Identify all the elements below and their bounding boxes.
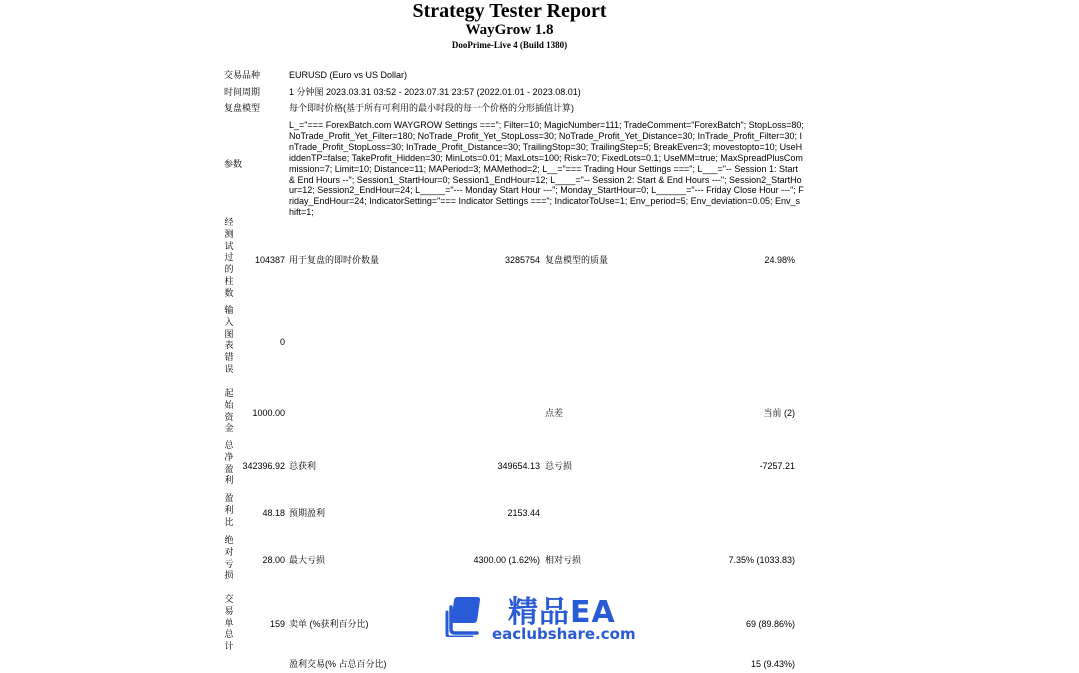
gross-profit-value: 349654.13 [497, 461, 540, 471]
ticks-value: 3285754 [504, 255, 540, 265]
watermark-brand: 精品EA [508, 595, 616, 630]
ticks-label: 用于复盘的即时价数量 [289, 255, 380, 265]
period-label: 时间周期 [224, 87, 261, 97]
watermark [440, 585, 640, 645]
symbol-label: 交易品种 [224, 70, 261, 80]
model-value: 每个即时价格(基于所有可利用的最小时段的每一个价格的分形插值计算) [289, 103, 574, 113]
pf-label: 盈利比 [224, 493, 234, 527]
quality-label: 复盘模型的质量 [545, 255, 609, 265]
watermark-url: eaclubshare.com [492, 625, 636, 643]
expected-label: 预期盈利 [289, 508, 326, 518]
max-dd-label: 最大亏损 [289, 555, 326, 565]
deposit-label: 起始资金 [224, 388, 234, 434]
errors-label: 输入图表错误 [224, 305, 234, 374]
report-title: Strategy Tester Report [412, 0, 607, 22]
short-value: 69 (89.86%) [745, 619, 795, 629]
deposit-value: 1000.00 [252, 408, 285, 418]
params-label: 参数 [224, 159, 243, 169]
gross-loss-label: 总亏损 [545, 461, 573, 471]
net-value: 342396.92 [242, 461, 285, 471]
spread-value: 当前 (2) [763, 408, 795, 418]
rel-dd-label: 相对亏损 [545, 555, 582, 565]
pf-value: 48.18 [262, 508, 285, 518]
params-value: L_="=== ForexBatch.com WAYGROW Settings ==="; Filter=10; MagicNumber=111; TradeComment="ForexBatch"; StopLoss=80; NoTrade_Profit_Yet_Filter=180; NoTrade_Profit_Yet_StopLoss=30; NoTrade_Profit_Yet_Distance=30; InTrade_Profit_Filter=30; InTrade_Profit_StopLoss=30; InTrade_Profit_Distance=30; TrailingStop=30; TrailingStep=5; BreakEven=3; movestopto=10; UseHiddenTP=false; TakeProfit_Hidden=30; MinLots=0.01; MaxLots=100; Risk=70; FixedLots=0.1; UseMM=true; MaxSpreadPlusCommission=7; Limit=10; Distance=11; MAPeriod=3; MAMethod=2; L__="=== Trading Hour Settings ==="; L___="-- Session 1: Start & End Hours --"; Session1_StartHour=0; Session1_EndHour=12; L____="-- Session 2: Start & End Hours ---"; Session2_StartHour=12; Session2_EndHour=24; L_____="--- Monday Start Hour ---"; Monday_StartHour=0; L______="--- Friday Close Hour ---"; Friday_EndHour=24; IndicatorSetting="=== Indicator Settings ==="; IndicatorToUse=1; Env_period=5; Env_deviation=0.05; Env_shift=1; [289, 120, 804, 218]
spread-label: 点差 [545, 408, 564, 418]
profit-trades-value: 15 (9.43%) [750, 659, 795, 669]
trades-label: 交易单总计 [224, 594, 234, 652]
period-value: 1 分钟图 2023.03.31 03:52 - 2023.07.31 23:57 (2022.01.01 - 2023.08.01) [289, 87, 581, 97]
net-label: 总净盈利 [224, 440, 234, 486]
abs-dd-value: 28.00 [262, 555, 285, 565]
bars-label: 经测试过的柱数 [224, 217, 234, 298]
symbol-value: EURUSD (Euro vs US Dollar) [289, 70, 408, 80]
expected-value: 2153.44 [507, 508, 540, 518]
abs-dd-label: 绝对亏损 [224, 535, 234, 581]
stacked-layers-icon [445, 593, 489, 637]
bars-value: 104387 [254, 255, 285, 265]
profit-trades-label: 盈利交易(% 占总百分比) [289, 659, 387, 669]
max-dd-value: 4300.00 (1.62%) [473, 555, 540, 565]
server-name: DooPrime-Live 4 (Build 1380) [451, 40, 568, 50]
short-label: 卖单 (%获利百分比) [289, 619, 369, 629]
quality-value: 24.98% [764, 255, 795, 265]
gross-profit-label: 总获利 [289, 461, 317, 471]
gross-loss-value: -7257.21 [759, 461, 795, 471]
model-label: 复盘模型 [224, 103, 261, 113]
errors-value: 0 [279, 337, 285, 347]
ea-name: WayGrow 1.8 [465, 22, 554, 38]
rel-dd-value: 7.35% (1033.83) [728, 555, 795, 565]
trades-value: 159 [269, 619, 285, 629]
